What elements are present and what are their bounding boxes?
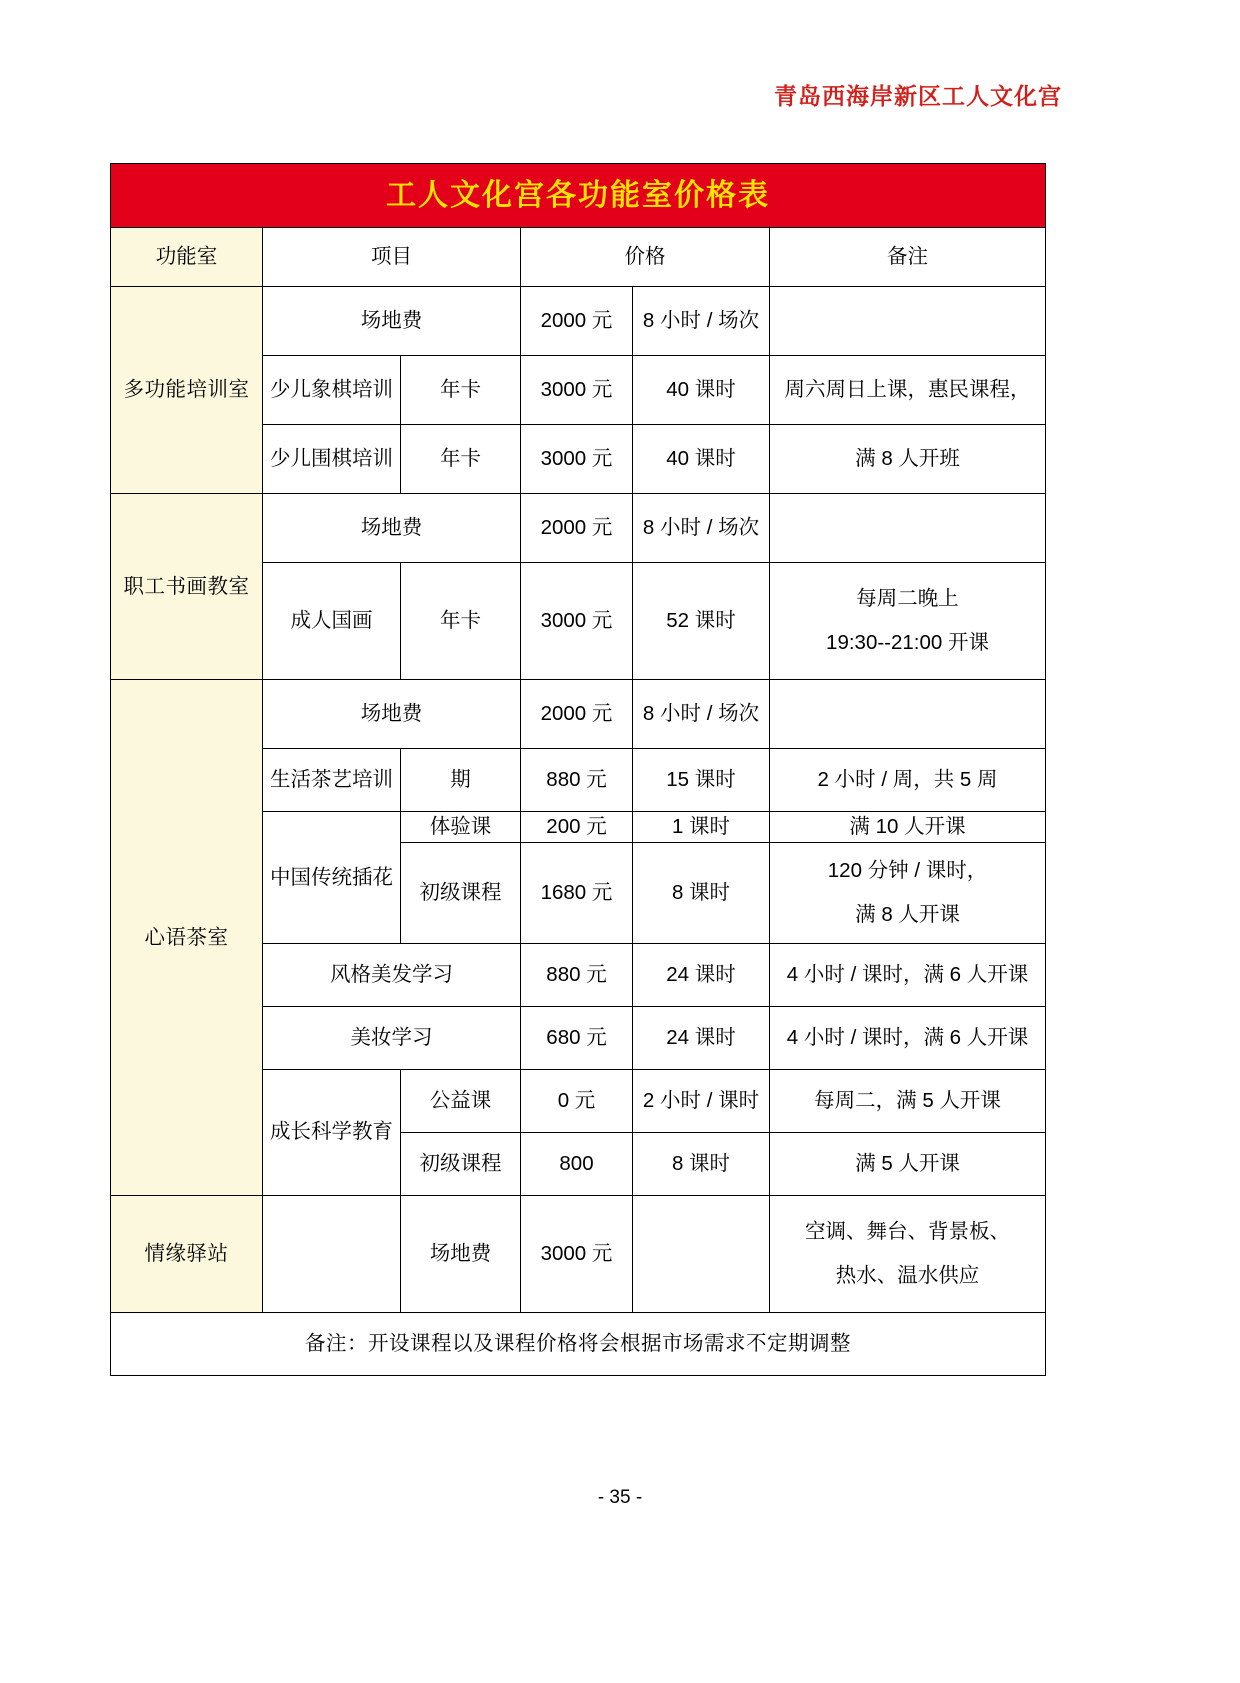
column-header-room: 功能室 <box>111 228 263 287</box>
unit-cell: 2 小时 / 课时 <box>633 1069 770 1132</box>
item-cell: 风格美发学习 <box>263 943 521 1006</box>
room-name-cell: 职工书画教室 <box>111 494 263 680</box>
table-row <box>111 494 1046 563</box>
remark-cell: 2 小时 / 周，共 5 周 <box>770 749 1046 812</box>
item-sub-cell: 年卡 <box>401 425 521 494</box>
remark-line-1: 120 分钟 / 课时， <box>827 859 988 882</box>
page-number: - 35 - <box>597 1487 643 1508</box>
unit-cell: 8 小时 / 场次 <box>633 680 770 749</box>
item-cell: 成长科学教育 <box>263 1069 401 1195</box>
price-cell: 3000 元 <box>521 563 633 680</box>
price-cell: 680 元 <box>521 1006 633 1069</box>
table-title: 工人文化宫各功能室价格表 <box>386 178 771 212</box>
remark-cell: 满 10 人开课 <box>770 812 1046 843</box>
unit-cell: 8 小时 / 场次 <box>633 287 770 356</box>
price-cell: 200 元 <box>521 812 633 843</box>
remark-cell <box>770 842 1046 943</box>
table-footer-note-row <box>111 1312 1046 1375</box>
table-banner-cell <box>111 164 1046 228</box>
remark-line-1: 每周二晚上 <box>856 587 959 611</box>
running-header: 青岛西海岸新区工人文化宫 <box>774 83 1062 109</box>
unit-cell: 8 小时 / 场次 <box>633 494 770 563</box>
item-cell: 美妆学习 <box>263 1006 521 1069</box>
item-sub-cell: 公益课 <box>401 1069 521 1132</box>
unit-cell: 24 课时 <box>633 1006 770 1069</box>
item-sub-cell: 期 <box>401 749 521 812</box>
unit-cell: 15 课时 <box>633 749 770 812</box>
remark-line-2: 满 8 人开课 <box>855 902 960 926</box>
table-banner-row <box>111 164 1046 228</box>
price-cell: 1680 元 <box>521 842 633 943</box>
unit-cell: 1 课时 <box>633 812 770 843</box>
price-cell: 2000 元 <box>521 287 633 356</box>
price-cell: 3000 元 <box>521 356 633 425</box>
price-cell: 2000 元 <box>521 494 633 563</box>
remark-cell <box>770 1195 1046 1312</box>
table-row <box>111 680 1046 749</box>
remark-cell <box>770 287 1046 356</box>
remark-line-2: 热水、温水供应 <box>835 1263 980 1287</box>
price-cell: 880 元 <box>521 943 633 1006</box>
remark-line-1: 空调、舞台、背景板、 <box>805 1220 1011 1243</box>
item-sub-cell: 初级课程 <box>401 1132 521 1195</box>
item-sub-cell: 年卡 <box>401 563 521 680</box>
item-cell: 生活茶艺培训 <box>263 749 401 812</box>
price-cell: 3000 元 <box>521 425 633 494</box>
remark-cell: 4 小时 / 课时，满 6 人开课 <box>770 943 1046 1006</box>
remark-cell: 4 小时 / 课时，满 6 人开课 <box>770 1006 1046 1069</box>
item-cell: 场地费 <box>263 494 521 563</box>
unit-cell: 8 课时 <box>633 842 770 943</box>
table-header-row <box>111 228 1046 287</box>
price-cell: 2000 元 <box>521 680 633 749</box>
remark-cell: 每周二，满 5 人开课 <box>770 1069 1046 1132</box>
price-cell: 880 元 <box>521 749 633 812</box>
item-cell: 场地费 <box>263 287 521 356</box>
remark-line-2: 19:30--21:00 开课 <box>826 631 989 654</box>
remark-cell <box>770 494 1046 563</box>
room-name-cell: 多功能培训室 <box>111 287 263 494</box>
remark-cell <box>770 680 1046 749</box>
table-row <box>111 287 1046 356</box>
unit-cell: 40 课时 <box>633 425 770 494</box>
price-cell: 800 <box>521 1132 633 1195</box>
item-sub-cell: 体验课 <box>401 812 521 843</box>
column-header-price: 价格 <box>521 228 770 287</box>
price-table-container <box>110 163 1045 1376</box>
price-cell: 3000 元 <box>521 1195 633 1312</box>
price-cell: 0 元 <box>521 1069 633 1132</box>
item-sub-cell: 初级课程 <box>401 842 521 943</box>
item-cell: 成人国画 <box>263 563 401 680</box>
item-cell: 少儿象棋培训 <box>263 356 401 425</box>
item-cell: 少儿围棋培训 <box>263 425 401 494</box>
item-cell: 中国传统插花 <box>263 812 401 944</box>
item-cell <box>263 1195 401 1312</box>
unit-cell <box>633 1195 770 1312</box>
remark-cell: 满 8 人开班 <box>770 425 1046 494</box>
price-table <box>110 163 1046 1376</box>
unit-cell: 40 课时 <box>633 356 770 425</box>
remark-cell: 满 5 人开课 <box>770 1132 1046 1195</box>
table-footer-note: 备注：开设课程以及课程价格将会根据市场需求不定期调整 <box>111 1312 1046 1375</box>
item-sub-cell: 年卡 <box>401 356 521 425</box>
room-name-cell: 情缘驿站 <box>111 1195 263 1312</box>
item-cell: 场地费 <box>263 680 521 749</box>
remark-cell <box>770 563 1046 680</box>
item-sub-cell: 场地费 <box>401 1195 521 1312</box>
table-row <box>111 1195 1046 1312</box>
remark-cell: 周六周日上课，惠民课程， <box>770 356 1046 425</box>
unit-cell: 8 课时 <box>633 1132 770 1195</box>
unit-cell: 24 课时 <box>633 943 770 1006</box>
column-header-remark: 备注 <box>770 228 1046 287</box>
unit-cell: 52 课时 <box>633 563 770 680</box>
room-name-cell: 心语茶室 <box>111 680 263 1196</box>
column-header-item: 项目 <box>263 228 521 287</box>
